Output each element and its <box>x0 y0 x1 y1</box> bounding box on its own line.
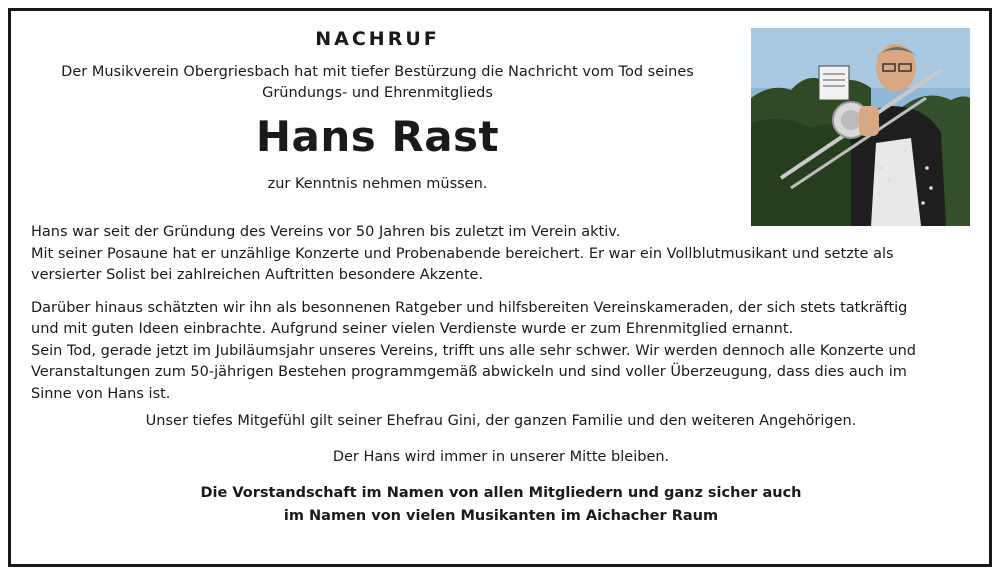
trombone-player-image <box>751 28 970 226</box>
intro-text <box>25 62 730 104</box>
intro-line-1: Der Musikverein Obergriesbach hat mit tiefer Bestürzung die Nachricht vom Tod seines <box>61 64 694 80</box>
body-line: versierter Solist bei zahlreichen Auftritten besondere Akzente. <box>31 267 484 283</box>
kenntnis-text: zur Kenntnis nehmen müssen. <box>267 176 488 192</box>
body-line: Darüber hinaus schätzten wir ihn als besonnenen Ratgeber und hilfsbereiten Vereinskameraden, der sich stets tatkräftig <box>31 299 908 316</box>
portrait-photo <box>751 28 970 226</box>
paragraph-character <box>31 298 971 406</box>
body-line: und mit guten Ideen einbrachte. Aufgrund seiner vielen Verdienste wurde er zum Ehrenmitglied ernannt. <box>31 321 794 337</box>
body-line: Veranstaltungen zum 50-jährigen Bestehen programmgemäß abwickeln und sind voller Überzeugung, dass dies auch im <box>31 364 907 380</box>
signature-line-2: im Namen von vielen Musikanten im Aichacher Raum <box>283 508 719 524</box>
body-line: Sinne von Hans ist. <box>31 385 171 402</box>
body-line: Sein Tod, gerade jetzt im Jubiläumsjahr unseres Vereins, trifft uns alle sehr schwer. Wir werden dennoch alle Konzerte und <box>31 342 917 359</box>
signature <box>31 482 971 528</box>
deceased-name: Hans Rast <box>255 112 500 161</box>
body-line: Mit seiner Posaune hat er unzählige Konzerte und Probenabende bereichert. Er war ein Vollblutmusikant und setzte als <box>31 245 894 262</box>
paragraph-tenure <box>31 222 971 287</box>
body-line: Hans war seit der Gründung des Vereins vor 50 Jahren bis zuletzt im Verein aktiv. <box>31 224 621 240</box>
signature-line-1: Die Vorstandschaft im Namen von allen Mitgliedern und ganz sicher auch <box>200 485 802 501</box>
intro-line-2: Gründungs- und Ehrenmitglieds <box>262 85 493 101</box>
obituary-title: NACHRUF <box>315 28 440 50</box>
remembrance-text: Der Hans wird immer in unserer Mitte bleiben. <box>332 448 670 465</box>
obituary-header <box>25 26 730 195</box>
obituary-body <box>31 222 971 528</box>
sympathy-text: Unser tiefes Mitgefühl gilt seiner Ehefrau Gini, der ganzen Familie und den weiteren Angehörigen. <box>145 413 857 429</box>
